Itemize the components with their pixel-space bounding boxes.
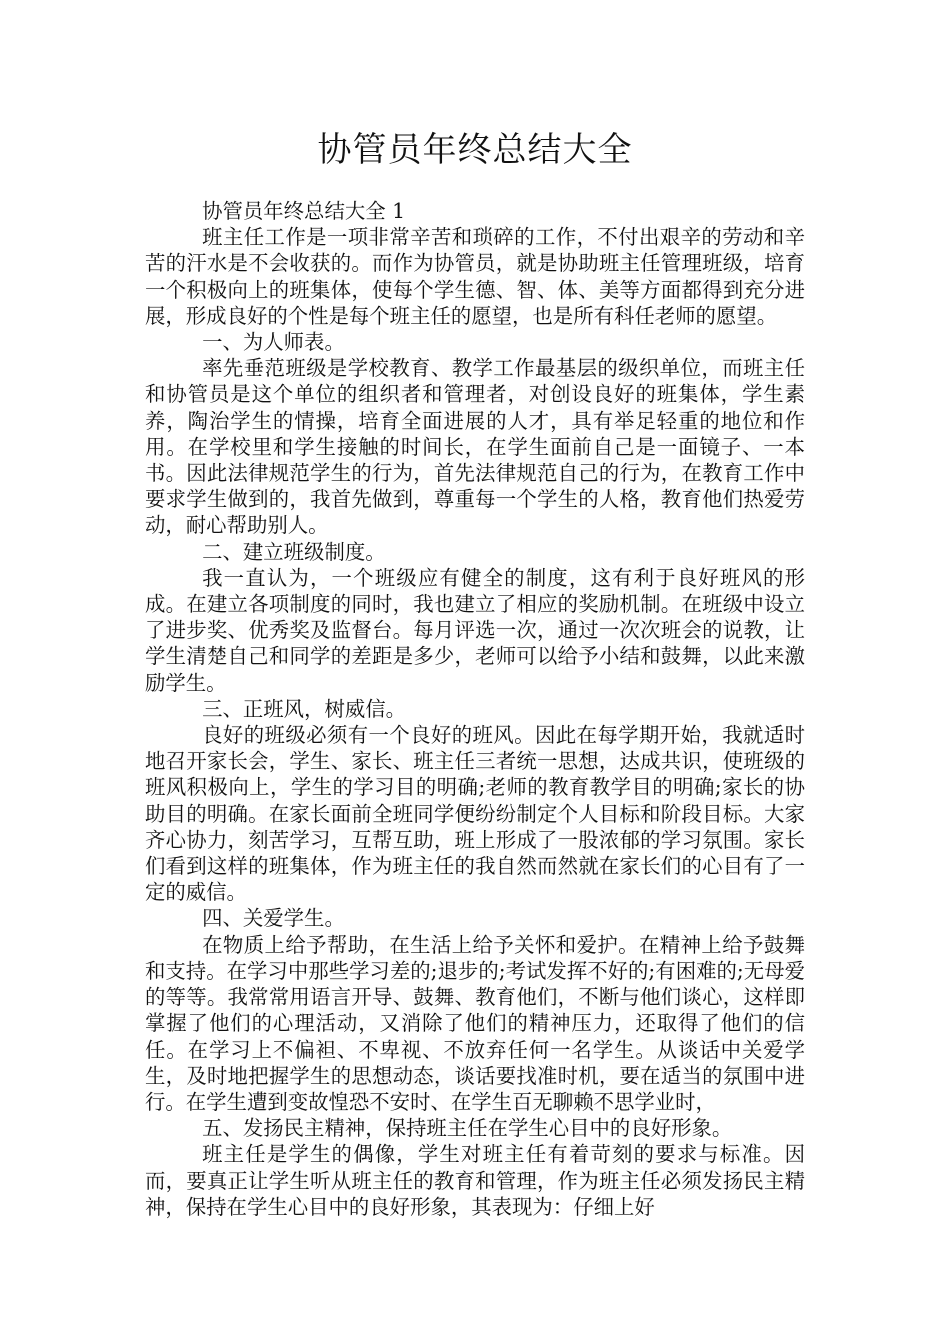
intro-paragraph: 班主任工作是一项非常辛苦和琐碎的工作，不付出艰辛的劳动和辛苦的汗水是不会收获的。而作为协管员，就是协助班主任管理班级，培育一个积极向上的班集体，使每个学生德、智、体、美等方面都得到充分进展，形成良好的个性是每个班主任的愿望，也是所有科任老师的愿望。	[145, 225, 805, 328]
section-4-paragraph: 在物质上给予帮助，在生活上给予关怀和爱护。在精神上给予鼓舞和支持。在学习中那些学习差的;退步的;考试发挥不好的;有困难的;无母爱的等等。我常常用语言开导、鼓舞、教育他们，不断与他们谈心，这样即掌握了他们的心理活动，又消除了他们的精神压力，还取得了他们的信任。在学习上不偏袒、不卑视、不放弃任何一名学生。从谈话中关爱学生，及时地把握学生的思想动态，谈话要找准时机，要在适当的氛围中进行。在学生遭到变故惶恐不安时、在学生百无聊赖不思学业时，	[145, 932, 805, 1114]
section-heading-1: 一、为人师表。	[202, 330, 345, 355]
section-heading-3: 三、正班风，树威信。	[202, 696, 407, 721]
subtitle-paragraph: 协管员年终总结大全 1	[202, 199, 406, 223]
section-heading-2: 二、建立班级制度。	[202, 539, 386, 564]
section-heading-4: 四、关爱学生。	[202, 906, 345, 931]
section-heading-5: 五、发扬民主精神，保持班主任在学生心目中的良好形象。	[202, 1116, 733, 1141]
section-3-paragraph: 良好的班级必须有一个良好的班风。因此在每学期开始，我就适时地召开家长会，学生、家长、班主任三者统一思想，达成共识，使班级的班风积极向上，学生的学习目的明确;老师的教育教学目的明确;家长的协助目的明确。在家长面前全班同学便纷纷制定个人目标和阶段目标。大家齐心协力，刻苦学习，互帮互助，班上形成了一股浓郁的学习氛围。家长们看到这样的班集体，作为班主任的我自然而然就在家长们的心目有了一定的威信。	[145, 723, 805, 905]
section-1-paragraph: 率先垂范班级是学校教育、教学工作最基层的级织单位，而班主任和协管员是这个单位的组织者和管理者，对创设良好的班集体，学生素养，陶治学生的情操，培育全面进展的人才，具有举足轻重的地位和作用。在学校里和学生接触的时间长，在学生面前自己是一面镜子、一本书。因此法律规范学生的行为，首先法律规范自己的行为，在教育工作中要求学生做到的，我首先做到，尊重每一个学生的人格，教育他们热爱劳动，耐心帮助别人。	[145, 356, 805, 538]
section-2-paragraph: 我一直认为，一个班级应有健全的制度，这有利于良好班风的形成。在建立各项制度的同时，我也建立了相应的奖励机制。在班级中设立了进步奖、优秀奖及监督台。每月评选一次，通过一次次班会的说教，让学生清楚自己和同学的差距是多少，老师可以给予小结和鼓舞，以此来激励学生。	[145, 565, 805, 695]
section-5-paragraph: 班主任是学生的偶像，学生对班主任有着苛刻的要求与标准。因而，要真正让学生听从班主任的教育和管理，作为班主任必须发扬民主精神，保持在学生心目中的良好形象，其表现为：仔细上好	[145, 1142, 805, 1219]
document-title: 协管员年终总结大全	[317, 130, 633, 170]
document-body	[145, 198, 805, 1220]
